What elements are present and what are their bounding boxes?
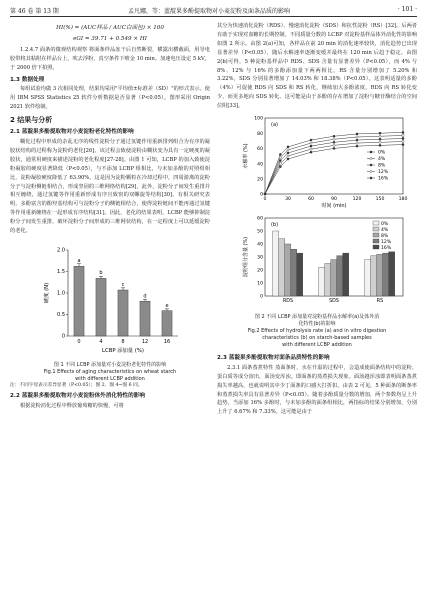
section-1-2-4-7: 1.2.4.7 面条的微观结构观察 将面条样品冻干后自然断裂，横露出横截面，用导电胶带将其粘附在样品台上，吹去浮粉，真空条件下喷金 10 min。加速电压设定 5 kV，于 2000 倍下拍照。 (10, 46, 210, 71)
heading-2-3: 2.3 蓝靛果多酚提取物对面条品质特性的影响 (217, 354, 330, 361)
data-point (287, 146, 289, 148)
section-1-3-text: 每组试验均做 3 次相同处理，结果均采用"平均值±标准差（SD）"的形式表示。使用 IBM SPSS Statistics 25 软件分析数据是否显著（P<0.05）。图形采用 Origin 2021 软件绘制。 (10, 86, 210, 111)
x-tick-label: 16 (163, 338, 171, 345)
y-tick-label: 0 (260, 294, 263, 300)
data-point (310, 151, 312, 153)
data-point (279, 163, 281, 165)
y-tick-label: 40 (257, 242, 263, 248)
figure-2b-chart (217, 214, 417, 310)
x-tick-label: 0 (77, 338, 81, 345)
y-tick-label: 60 (257, 216, 263, 222)
figure-1-caption-en: Fig.1 Effects of aging characteristics on wheat starch (43, 368, 177, 375)
bar (162, 311, 172, 336)
plot-frame (265, 118, 403, 194)
y-tick-label: 0.5 (57, 312, 65, 319)
data-point (279, 160, 281, 162)
bar (74, 266, 84, 336)
y-tick-label: 1.5 (57, 269, 65, 276)
y-tick-label: 80 (257, 131, 263, 137)
x-tick-label: SDS (329, 298, 339, 304)
page-number: · 101 · (397, 6, 417, 13)
data-point (402, 144, 404, 146)
x-tick-label: RS (376, 298, 384, 304)
bar-RDS-12% (291, 249, 297, 296)
legend-label: 8% (378, 163, 386, 169)
figure-1 (10, 240, 210, 362)
data-point (379, 144, 381, 146)
bar (140, 301, 150, 336)
y-tick-label: 30 (257, 255, 263, 261)
bar-RDS-0% (273, 231, 279, 296)
figure-1-note: 注：不同字母表示差异显著（P<0.05）；图 2、图 4~图 6 同。 (10, 382, 143, 388)
y-tick-label: 0 (61, 333, 65, 340)
data-point (379, 135, 381, 137)
data-point (287, 158, 289, 160)
figure-2-caption-cn-2: 化特性(b)的影响 (298, 320, 336, 327)
legend-label: 4% (381, 227, 389, 233)
data-point (402, 134, 404, 136)
data-point (333, 144, 335, 146)
data-point (279, 153, 281, 155)
data-point (402, 141, 404, 143)
legend-label: 0% (378, 150, 386, 156)
legend-label: 0% (381, 221, 389, 227)
data-point (356, 145, 358, 147)
x-tick-label: 0 (263, 197, 267, 203)
significance-letter: c (121, 281, 125, 288)
heading-2-2: 2.2 蓝靛果多酚提取物对小麦淀粉体外消化特性的影响 (10, 393, 145, 400)
section-2-3-1-text: 2.3.1 面条蒸煮特性 蒸面条时，水在升温的过程中，会造成使面条结构中的淀粉、蛋白质等成分溶出，面汤变浑浊。即面条的蒸煮损失现象。面汤越浑浊即表明面条蒸煮损失率越高，也就说明其中少丁面条的口感大打折扣。由表 2 可见，5 种面条的断条率和蒸煮损失率具有显著差异（P<0.05）。随着多酚质量分数的增加，两个参数均呈上升趋势，当添加 16% 多酚时，与未加多酚的面条组相比，两指标的结果分别增加，分别上升了 6.67% 和 7.33%。这可能是由于 (217, 364, 417, 416)
y-axis-title: 淀粉组分含量 (%) (243, 236, 249, 278)
legend-label: 12% (381, 239, 392, 245)
bar (118, 290, 128, 336)
figure-2a-chart (217, 114, 417, 210)
legend-marker (370, 151, 372, 153)
x-tick-label: 4 (99, 338, 103, 345)
x-tick-label: 120 (352, 197, 362, 203)
y-tick-label: 20 (257, 268, 263, 274)
journal-volume: 第 46 卷 第 13 期 (10, 8, 59, 15)
bar-RDS-4% (279, 239, 285, 296)
legend-marker (370, 164, 372, 166)
y-tick-label: 50 (257, 229, 263, 235)
x-tick-label: 180 (398, 197, 408, 203)
y-tick-label: 60 (257, 147, 263, 153)
data-point (310, 139, 312, 141)
figure-1-caption-cn: 图 1 不同 LCBP 添加量对小麦淀粉老化特性的影响 (53, 361, 167, 368)
data-point (356, 133, 358, 135)
bar-RS-0% (365, 260, 371, 296)
y-tick-label: 20 (257, 177, 263, 183)
legend-swatch (373, 245, 379, 249)
legend-swatch (373, 221, 379, 225)
left-column (10, 22, 210, 411)
x-tick-label: 30 (285, 197, 291, 203)
legend-marker (370, 177, 372, 179)
significance-letter: a (77, 257, 81, 264)
bar-RS-16% (389, 252, 395, 296)
figure-1-caption-en-2: with different LCBP addition (75, 375, 145, 382)
section-2-1-text: 糊化过程中形成的杂乱无序的线性淀粉分子通过氢键作用重新排列组合为有序的凝胶状结构的过程称为淀粉的老化[26]。该过程会致使淀粉由糊状变为具有一定硬度的凝胶状，通常用硬度来描述淀粉的老化程度[27-28]。由图 1 可知，LCBP 的加入致使淀粉凝胶的硬度显著降低（P<0.05），与不添加 LCBP 组相比，与未加多酚的对照组相比，淀粉凝胶硬度降低了 63.90%。这是因为淀粉颗粒在冷却过程中，四周游离的淀粉分子与淀粉侧链相结合，形成坚固的三维网络结构[29]，此外，淀粉分子间发生重排并相互缠绕，通过氢键等作用重新形成有序且致密的双螺旋等结构[30]。有相关研究表明，多酚富含的酚羟基结构可与淀粉分子的侧链相结合，使得淀粉链间不能再通过氢键等作用重新缠绕在一起形成有序结构[31]。因此，老化的结果表明，LCBP 能够抑制淀粉分子间发生重排，破坏淀粉分子间形成的三维网状结构，在一定程度上可以延缓淀粉的老化。 (10, 138, 210, 235)
legend-label: 12% (378, 170, 389, 176)
bar-RS-4% (371, 256, 377, 296)
significance-letter: b (99, 270, 103, 277)
running-header (10, 4, 417, 17)
legend-swatch (373, 239, 379, 243)
right-column (217, 22, 417, 417)
x-tick-label: 150 (375, 197, 385, 203)
bar-RDS-16% (297, 253, 303, 296)
data-point (310, 148, 312, 150)
panel-label: (b) (271, 221, 279, 228)
bar-RS-12% (383, 253, 389, 296)
y-tick-label: 10 (257, 281, 263, 287)
figure-2-caption-cn: 图 2 不同 LCBP 添加量对淀粉基样品水解率(a)及体外消 (254, 313, 380, 320)
figure-2-caption-en: Fig.2 Effects of hydrolysis rate (a) and in vitro digestion (247, 327, 387, 334)
bar-SDS-16% (343, 253, 349, 296)
y-tick-label: 2.0 (57, 247, 65, 254)
data-point (279, 166, 281, 168)
legend-marker (370, 170, 372, 172)
y-tick-label: 0 (260, 192, 263, 198)
data-point (402, 131, 404, 133)
data-point (287, 149, 289, 151)
data-point (379, 132, 381, 134)
data-point (379, 138, 381, 140)
bar-RS-8% (377, 254, 383, 296)
data-point (379, 141, 381, 143)
x-axis-title: 时间 (min) (321, 203, 347, 210)
article-running-title: 孟凡娜，等：蓝靛果多酚提取物对小麦淀粉及面条品质的影响 (128, 8, 291, 15)
x-tick-label: 8 (121, 338, 125, 345)
formula-hi: HI(%) = (AUC样品 / AUC白面包) × 100 (56, 25, 164, 31)
x-tick-label: 12 (141, 338, 149, 345)
bar-SDS-0% (319, 267, 325, 296)
figure-2-caption-en-3: with different LCBP addition (282, 341, 352, 348)
x-tick-label: RDS (282, 298, 294, 304)
data-point (279, 156, 281, 158)
data-point (356, 142, 358, 144)
panel-label: (a) (271, 122, 278, 129)
heading-2-1: 2.1 蓝靛果多酚提取物对小麦淀粉老化特性的影响 (10, 129, 134, 136)
data-point (356, 139, 358, 141)
data-point (287, 152, 289, 154)
data-point (333, 135, 335, 137)
y-tick-label: 1.0 (57, 290, 65, 297)
data-point (333, 147, 335, 149)
significance-letter: e (165, 302, 169, 309)
data-point (333, 138, 335, 140)
heading-2: 2 结果与分析 (10, 116, 53, 125)
y-axis-title: 水解率 (%) (243, 143, 249, 169)
section-2-2-continued: 其分为快速消化淀粉（RDS）、慢速消化淀粉（SDS）和抗性淀粉（RS）[32]。后两者有助于实现对血糖的长期控制。不同质量分数的 LCBP 对淀粉基样品体外消化性的影响如图 2 所示。由图 2(a)可知，各样品在前 20 min 的消化速率较快，消化趋势已出现显著差异（P<0.05），随后水解速率逐渐变缓并最终在 120 min 后趋于稳定。由图 2(b)可得，5 种淀粉基样品中 RDS、SDS 含量有显著差异（P<0.05），而 4% 与 8%、12% 与 16% 的多酚添加量下两两相比，RS 含量分别增加了 5.20% 和 3.22%，SDS 分别显著增加了 14.03% 和 18.38%（P<0.05）。这表明适量的多酚（4%）可促使 RDS 向 SDS 和 RS 转化，继续加大多酚浓度，RDS 向 RS 转化变少，而更多地向 SDS 转化。这可能是由于多酚的存在增加了淀粉与糖苷酶结合的空间位阻[33]。 (217, 23, 417, 110)
figure-2 (217, 114, 417, 314)
data-point (333, 141, 335, 143)
data-point (310, 145, 312, 147)
data-point (356, 136, 358, 138)
y-tick-label: 100 (254, 116, 263, 122)
legend-label: 16% (381, 245, 392, 251)
data-point (310, 142, 312, 144)
data-point (264, 193, 266, 195)
bar (96, 278, 106, 336)
x-tick-label: 60 (308, 197, 314, 203)
heading-1-3: 1.3 数据处理 (10, 76, 45, 83)
figure-1-chart (10, 240, 210, 358)
legend-label: 4% (378, 157, 386, 163)
data-point (287, 155, 289, 157)
figure-2-caption-en-2: characteristics (b) on starch-based samples (262, 334, 372, 341)
data-point (402, 137, 404, 139)
legend-swatch (373, 233, 379, 237)
bar-SDS-12% (337, 256, 343, 296)
legend-label: 8% (381, 233, 389, 239)
bar-SDS-8% (331, 260, 337, 296)
x-tick-label: 90 (331, 197, 337, 203)
legend-label: 16% (378, 176, 389, 182)
significance-letter: d (143, 293, 147, 300)
bar-RDS-8% (285, 244, 291, 296)
section-2-2-text: 根据淀粉消化过程中释放葡萄糖的快慢，可将 (20, 403, 124, 410)
legend-swatch (373, 227, 379, 231)
y-axis-title: 硬度 (N) (44, 282, 50, 304)
x-axis-title: LCBP 添加量 (%) (102, 347, 144, 354)
formula-egi: eGI = 39.71 + 0.549 × HI (73, 35, 147, 42)
legend-marker (370, 157, 372, 159)
y-tick-label: 40 (257, 162, 263, 168)
bar-SDS-4% (325, 263, 331, 296)
